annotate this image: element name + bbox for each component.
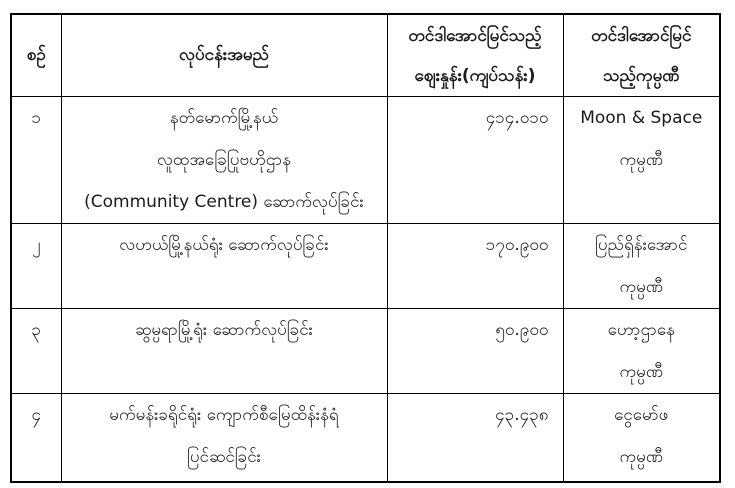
company-cell	[563, 394, 720, 482]
work-name-line: နတ်မောက်မြို့နယ်	[169, 108, 279, 128]
tender-price-cell	[387, 309, 563, 394]
tender-results-table	[10, 13, 721, 483]
work-name-line: လဟယ်မြို့နယ်ရုံး ဆောက်လုပ်ခြင်း	[119, 235, 329, 255]
company-name-line: ကုမ္ပဏီ	[619, 150, 663, 170]
company-name-line: ပြည်ရှိန်းအောင်	[595, 235, 688, 255]
company-name-line: ငွေမော်ဖ	[614, 405, 669, 425]
company-name-line: ကုမ္ပဏီ	[619, 277, 663, 297]
tender-price: ၄၁၄.၀၁၀	[485, 108, 549, 128]
work-name-cell	[61, 97, 387, 224]
serial-no-cell	[11, 97, 61, 224]
table-row	[11, 309, 720, 394]
serial-no: ၁	[31, 108, 42, 128]
serial-no: ၃	[31, 320, 42, 340]
company-cell	[563, 224, 720, 309]
work-name-line: လူထုအခြေပြုဗဟိုဌာန	[156, 150, 292, 170]
header-tender-price	[387, 14, 563, 97]
header-work-name	[61, 14, 387, 97]
header-work-name-label: လုပ်ငန်းအမည်	[179, 45, 269, 65]
header-serial-no-label: စဉ်	[26, 45, 46, 65]
table-row	[11, 97, 720, 224]
work-name-cell	[61, 394, 387, 482]
header-tender-price-line1: တင်ဒါအောင်မြင်သည့်	[408, 26, 542, 46]
company-name-line: Moon & Space	[580, 108, 703, 128]
header-serial-no	[11, 14, 61, 97]
tender-price: ၁၇၀.၉၀၀	[485, 235, 549, 255]
work-name-line: မက်မန်းခရိုင်ရုံး ကျောက်စီမြေထိန်းနံရံ	[109, 405, 339, 425]
work-name-line: ဆွမ္ပရာမြို့ရုံး ဆောက်လုပ်ခြင်း	[135, 320, 313, 340]
work-name-cell	[61, 309, 387, 394]
tender-price: ၅၀.၉၀၀	[495, 320, 549, 340]
serial-no-cell	[11, 224, 61, 309]
company-name-line: ကုမ္ပဏီ	[619, 362, 663, 382]
table-row	[11, 224, 720, 309]
tender-price-cell	[387, 97, 563, 224]
company-name-line: ဟော့ဌာနေ	[607, 320, 675, 340]
work-name-line: (Community Centre) ဆောက်လုပ်ခြင်း	[84, 192, 364, 212]
header-tender-price-line2: ဈေးနှုန်း(ကျပ်သန်း)	[414, 66, 536, 86]
company-cell	[563, 309, 720, 394]
tender-price-cell	[387, 224, 563, 309]
header-winning-company-line1: တင်ဒါအောင်မြင်	[591, 26, 692, 46]
table-row	[11, 394, 720, 482]
serial-no: ၂	[32, 235, 41, 255]
serial-no-cell	[11, 394, 61, 482]
company-name-line: ကုမ္ပဏီ	[619, 447, 663, 467]
tender-price-cell	[387, 394, 563, 482]
work-name-line: ပြင်ဆင်ခြင်း	[186, 447, 261, 467]
company-cell	[563, 97, 720, 224]
serial-no: ၄	[31, 405, 42, 425]
table-header-row	[11, 14, 720, 97]
work-name-cell	[61, 224, 387, 309]
tender-price: ၄၃.၄၃၈	[495, 405, 549, 425]
header-winning-company-line2: သည့်ကုမ္ပဏီ	[603, 66, 680, 86]
header-winning-company	[563, 14, 720, 97]
serial-no-cell	[11, 309, 61, 394]
